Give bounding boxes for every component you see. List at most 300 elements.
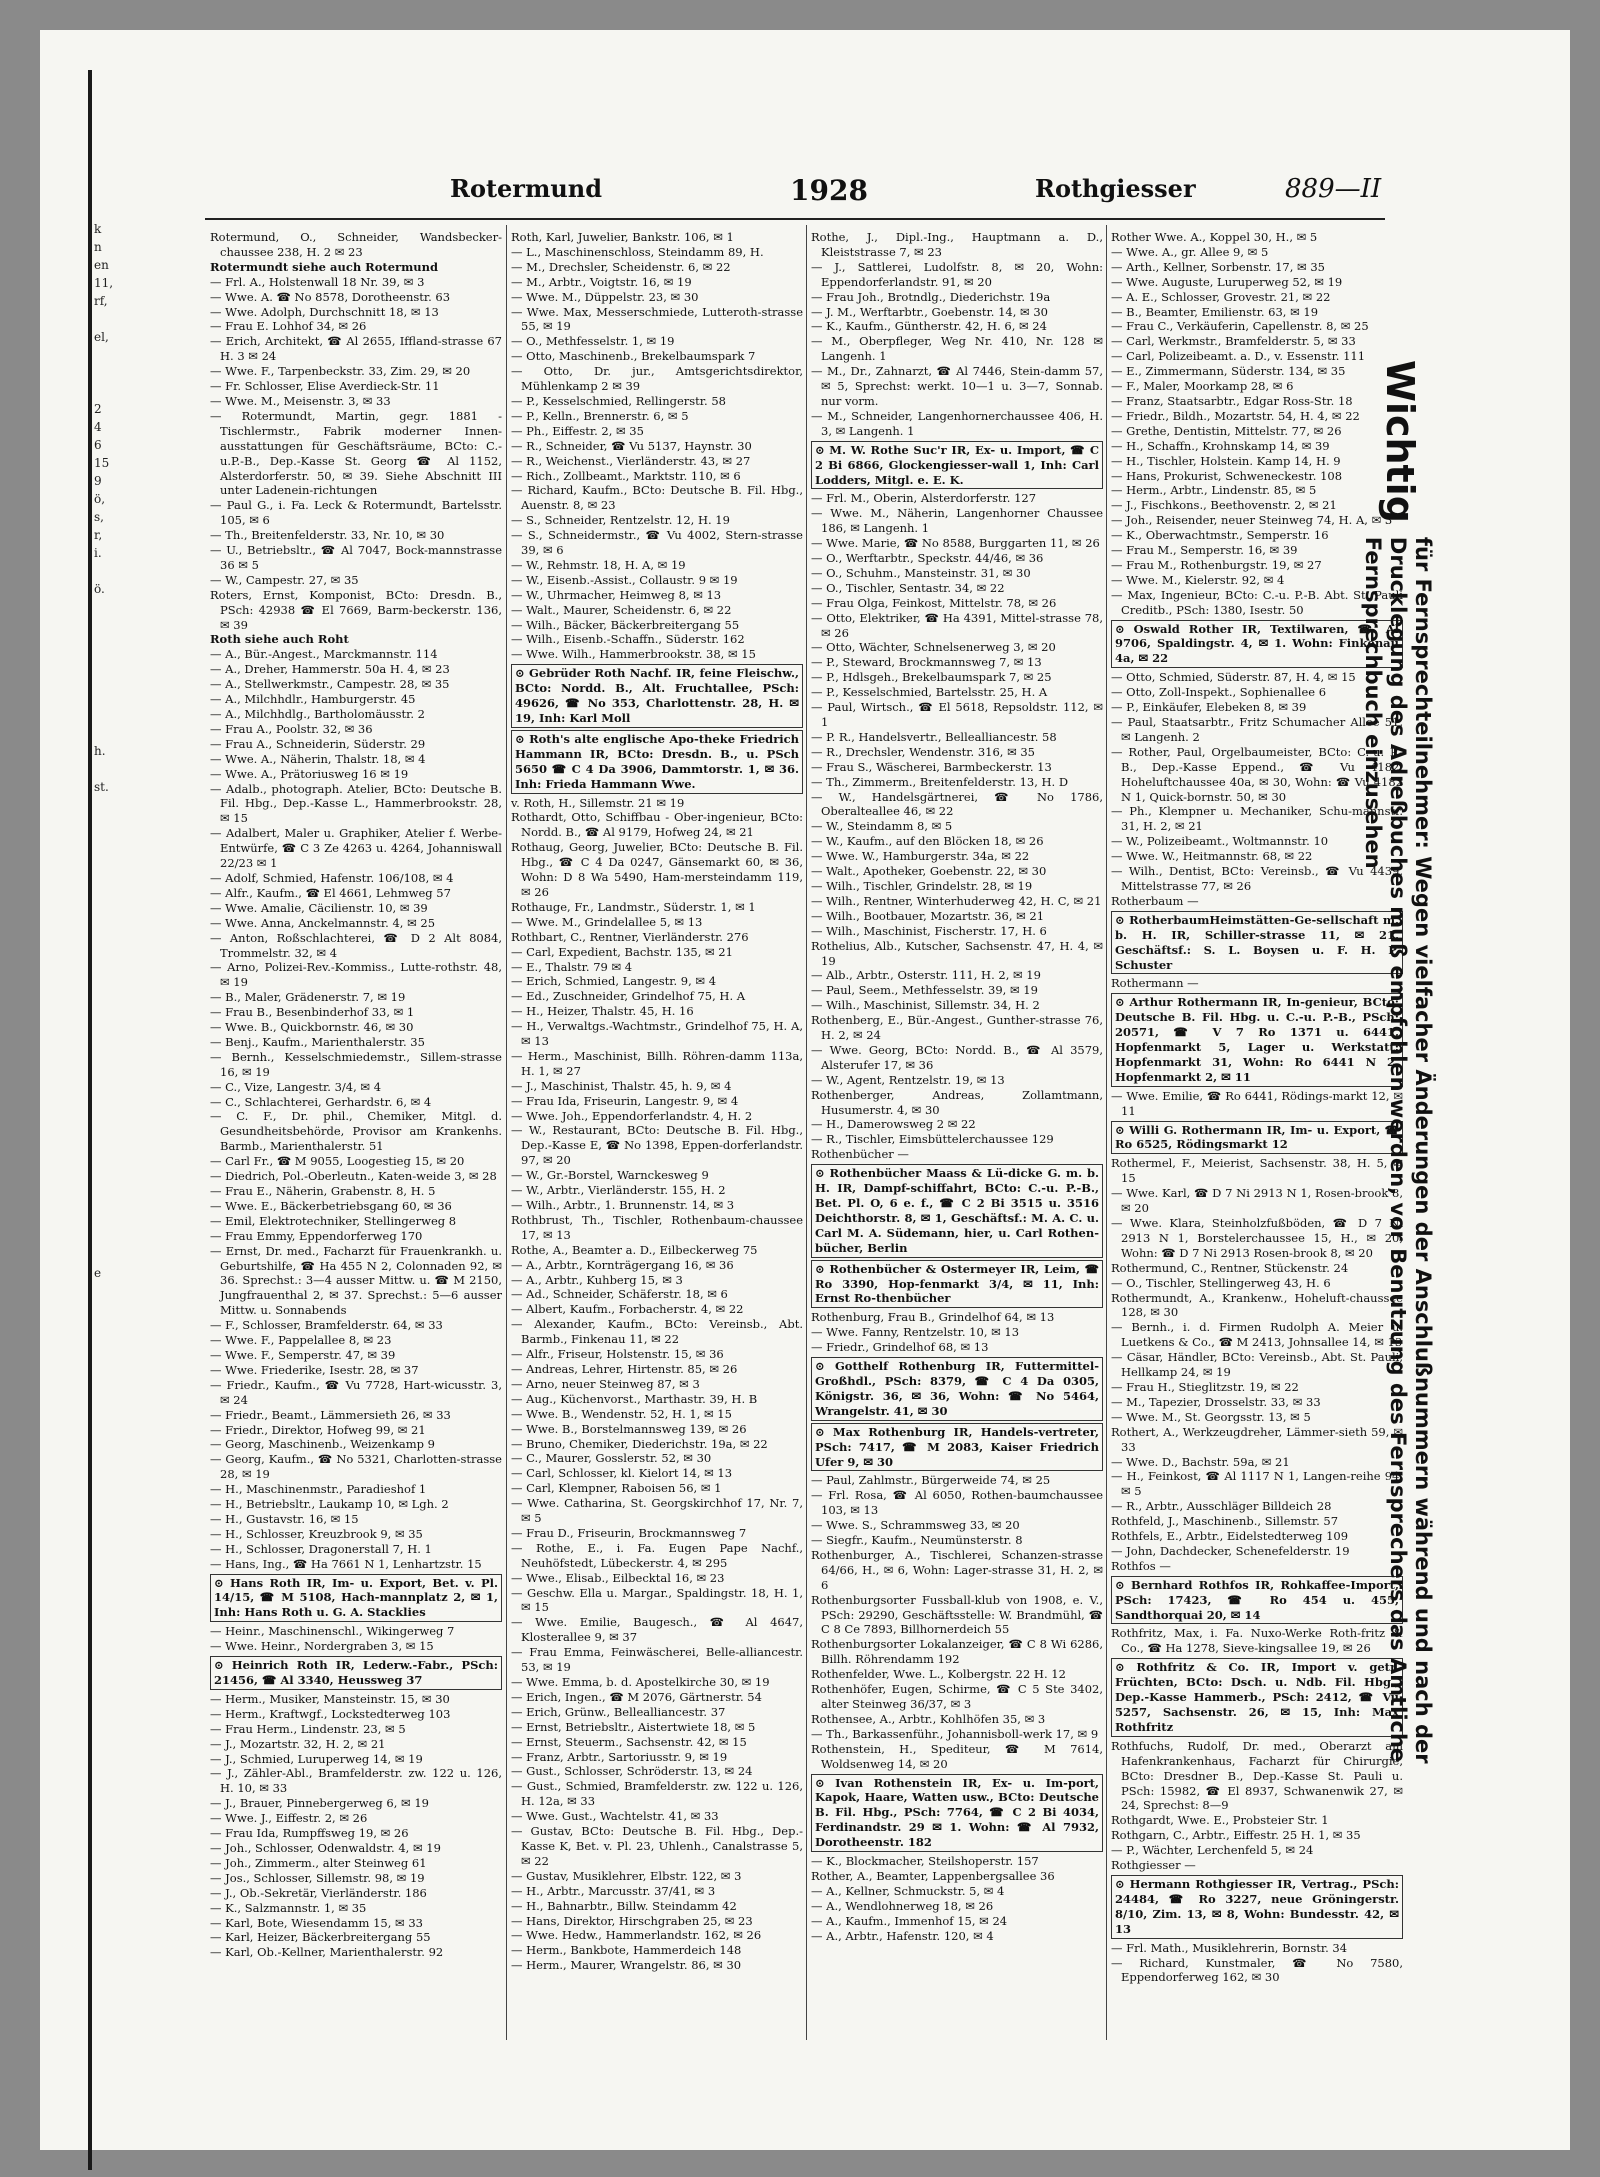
directory-entry: — Wilh., Maschinist, Sillemstr. 34, H. 2 (811, 998, 1040, 1013)
directory-entry: — Frau H., Stieglitzstr. 19, ✉ 22 (1111, 1379, 1299, 1394)
facing-page-fragment (94, 1570, 154, 1588)
directory-entry: Rothe, J., Dipl.-Ing., Hauptmann a. D., Kleiststrasse 7, ✉ 23 (811, 230, 1103, 259)
directory-entry: — H., Schlosser, Kreuzbrook 9, ✉ 35 (210, 1526, 423, 1541)
facing-page-fragment: 4 (94, 420, 102, 434)
header-rule (205, 218, 1385, 220)
directory-entry: — M., Schneider, Langenhornerchaussee 406, H. 3, ✉ Langenh. 1 (811, 408, 1103, 438)
directory-entry: — Joh., Zimmerm., alter Steinweg 61 (210, 1855, 427, 1870)
facing-page-fragment (94, 940, 154, 958)
directory-entry: — Joh., Schlosser, Odenwaldstr. 4, ✉ 19 (210, 1840, 441, 1855)
directory-entry: — H., Maschinenmstr., Paradieshof 1 (210, 1482, 427, 1497)
directory-entry: — Emil, Elektrotechniker, Stellingerweg 8 (210, 1213, 457, 1228)
directory-entry: — Aug., Küchenvorst., Marthastr. 39, H. B (511, 1391, 758, 1406)
directory-entry: — Paul, Wirtsch., ☎ El 5618, Repsoldstr. 112, ✉ 1 (811, 700, 1103, 729)
facing-page-fragment: st. (94, 780, 109, 794)
directory-entry: — P., Steward, Brockmannsweg 7, ✉ 13 (811, 655, 1042, 670)
facing-page-fragment (94, 868, 154, 886)
facing-page-fragment (94, 796, 154, 814)
directory-entry: — J., Zähler-Abl., Bramfelderstr. zw. 122 u. 126, H. 10, ✉ 33 (210, 1766, 502, 1796)
directory-entry: Rothenburgsorter Fussball-klub von 1908, e. V., PSch: 29290, Geschäftsstelle: W. Brandmühl, ☎ C 8 Ce 7893, Billhornerdeich 55 (811, 1592, 1103, 1637)
directory-entry: — P., Einkäufer, Elebeken 8, ✉ 39 (1111, 700, 1307, 715)
directory-entry: — Carl, Expedient, Bachstr. 135, ✉ 21 (511, 944, 733, 959)
directory-entry: — P. R., Handelsvertr., Bellealliancestr. 58 (811, 729, 1057, 744)
facing-page-fragment (94, 1444, 154, 1462)
facing-page-fragment (94, 1336, 154, 1354)
directory-entry: — Wwe. F., Pappelallee 8, ✉ 23 (210, 1333, 392, 1348)
directory-entry: — Wwe. E., Bäckerbetriebsgang 60, ✉ 36 (210, 1198, 452, 1213)
directory-entry: — Frau M., Rothenburgstr. 19, ✉ 27 (1111, 557, 1322, 572)
directory-entry: — Alfr., Friseur, Holstenstr. 15, ✉ 36 (511, 1347, 724, 1362)
directory-entry: — Herm., Kraftwgf., Lockstedterweg 103 (210, 1706, 451, 1721)
directory-entry: — E., Zimmermann, Süderstr. 134, ✉ 35 (1111, 364, 1346, 379)
directory-entry: — W., Steindamm 8, ✉ 5 (811, 819, 953, 834)
directory-entry: — R., Drechsler, Wendenstr. 316, ✉ 35 (811, 744, 1036, 759)
directory-entry: — John, Dachdecker, Schenefelderstr. 19 (1111, 1543, 1350, 1558)
directory-entry: — R., Schneider, ☎ Vu 5137, Haynstr. 30 (511, 438, 752, 453)
directory-entry: — Gustav, BCto: Deutsche B. Fil. Hbg., Dep.-Kasse K, Bet. v. Pl. 23, Uhlenh., Canalstrasse 5, ✉ 22 (511, 1824, 803, 1868)
directory-entry: — Friedr., Bildh., Mozartstr. 54, H. 4, ✉ 22 (1111, 408, 1360, 423)
facing-page-fragment (94, 1714, 154, 1732)
directory-entry: — C., Schlachterei, Gerhardstr. 6, ✉ 4 (210, 1094, 432, 1109)
directory-entry: — Siegfr., Kaufm., Neumünsterstr. 8 (811, 1533, 1023, 1548)
directory-entry: — K., Salzmannstr. 1, ✉ 35 (210, 1900, 367, 1915)
directory-entry: — Richard, Kunstmaler, ☎ No 7580, Eppendorferweg 162, ✉ 30 (1111, 1955, 1403, 1985)
directory-entry: — Diedrich, Pol.-Oberleutn., Katen-weide 3, ✉ 28 (210, 1169, 497, 1184)
facing-page-fragment (94, 1930, 154, 1948)
directory-entry: Rotherbaum — (1111, 893, 1199, 908)
directory-entry: — S., Schneidermstr., ☎ Vu 4002, Stern-strasse 39, ✉ 6 (511, 528, 803, 558)
directory-entry: — Herm., Maurer, Wrangelstr. 86, ✉ 30 (511, 1958, 742, 1973)
directory-entry: — Wilh., Bäcker, Bäckerbreitergang 55 (511, 617, 740, 632)
header-first-entry: Rotermund (450, 174, 603, 203)
directory-entry: ⊙ Hans Roth IR, Im- u. Export, Bet. v. Pl. 14/15, ☎ M 5108, Hach-mannplatz 2, ✉ 1, Inh: Hans Roth u. G. A. Stacklies (210, 1574, 502, 1623)
directory-entry: — Wwe. A., Näherin, Thalstr. 18, ✉ 4 (210, 751, 426, 766)
directory-entry: — C., Vize, Langestr. 3/4, ✉ 4 (210, 1079, 382, 1094)
directory-entry: — W., Arbtr., Vierländerstr. 155, H. 2 (511, 1183, 726, 1198)
directory-entry: Rothermel, F., Meierist, Sachsenstr. 38, H. 5, ✉ 15 (1111, 1156, 1403, 1186)
directory-entry: — M., Tapezier, Drosselstr. 33, ✉ 33 (1111, 1394, 1321, 1409)
directory-entry: — L., Maschinenschloss, Steindamm 89, H. (511, 244, 764, 259)
directory-entry: — Wilh., Maschinist, Fischerstr. 17, H. 6 (811, 923, 1047, 938)
directory-entry: — R., Tischler, Eimsbüttelerchaussee 129 (811, 1132, 1054, 1147)
directory-entry: Rothensee, A., Arbtr., Kohlhöfen 35, ✉ 3 (811, 1711, 1046, 1726)
header-last-entry: Rothgiesser (1035, 174, 1196, 203)
directory-entry: — J., Schmied, Luruperweg 14, ✉ 19 (210, 1751, 423, 1766)
directory-entry: — W., Rehmstr. 18, H. A, ✉ 19 (511, 557, 686, 572)
directory-entry: — Wwe. B., Quickbornstr. 46, ✉ 30 (210, 1020, 414, 1035)
directory-entry: — Arth., Kellner, Sorbenstr. 17, ✉ 35 (1111, 259, 1325, 274)
directory-entry: — Fr. Schlosser, Elise Averdieck-Str. 11 (210, 379, 440, 394)
directory-entry: — O., Schuhm., Mansteinstr. 31, ✉ 30 (811, 565, 1031, 580)
facing-page-fragment (94, 346, 154, 364)
directory-entry: — H., Tischler, Holstein. Kamp 14, H. 9 (1111, 453, 1341, 468)
directory-entry: — A., Arbtr., Kuhberg 15, ✉ 3 (511, 1272, 683, 1287)
directory-entry: — O., Werftarbtr., Speckstr. 44/46, ✉ 36 (811, 551, 1044, 566)
directory-entry: — Ernst, Steuerm., Sachsenstr. 42, ✉ 15 (511, 1734, 747, 1749)
facing-page-fragment (94, 1750, 154, 1768)
directory-entry: ⊙ Gebrüder Roth Nachf. IR, feine Fleischw., BCto: Nordd. B., Alt. Fruchtallee, PSch: 49626, ☎ No 353, Charlottenstr. 28, H. ✉ 19, Inh: Karl Moll (511, 664, 803, 728)
facing-page-fragment (94, 1876, 154, 1894)
directory-entry: — Wwe. F., Tarpenbeckstr. 33, Zim. 29, ✉ 20 (210, 364, 471, 379)
directory-entry: — Wilh., Bootbauer, Mozartstr. 36, ✉ 21 (811, 908, 1045, 923)
directory-entry: — Adolf, Schmied, Hafenstr. 106/108, ✉ 4 (210, 870, 454, 885)
directory-entry: — Wwe. S., Schrammsweg 33, ✉ 20 (811, 1518, 1020, 1533)
directory-entry: — K., Kaufm., Güntherstr. 42, H. 6, ✉ 24 (811, 319, 1047, 334)
directory-column-1 (210, 230, 502, 2035)
facing-page-fragment (94, 382, 154, 400)
directory-entry: — Wwe. Joh., Eppendorferlandstr. 4, H. 2 (511, 1108, 753, 1123)
directory-entry: — Wwe. W., Heitmannstr. 68, ✉ 22 (1111, 849, 1313, 864)
facing-page-fragment: h. (94, 744, 106, 758)
directory-entry: — W., Polizeibeamt., Woltmannstr. 10 (1111, 834, 1329, 849)
facing-page-fragment: 9 (94, 474, 102, 488)
directory-entry: — Frau Herm., Lindenstr. 23, ✉ 5 (210, 1721, 406, 1736)
directory-entry: — F., Schlosser, Bramfelderstr. 64, ✉ 33 (210, 1318, 443, 1333)
directory-entry: ⊙ Rothenbücher & Ostermeyer IR, Leim, ☎ Ro 3390, Hop-fenmarkt 3/4, ✉ 11, Inh: Ernst Ro-thenbücher (811, 1260, 1103, 1309)
facing-page-fragment (94, 652, 154, 670)
directory-entry: Rothfritz, Max, i. Fa. Nuxo-Werke Roth-fritz & Co., ☎ Ha 1278, Sieve-kingsallee 19, ✉ 26 (1111, 1626, 1403, 1656)
facing-page-fragment (94, 2038, 154, 2056)
directory-entry: — Wwe. Emilie, ☎ Ro 6441, Rödings-markt 12, ✉ 11 (1111, 1088, 1403, 1118)
directory-entry: — Rother, Paul, Orgelbaumeister, BCto: C.-u. P.-B., Dep.-Kasse Eppend., ☎ Vu 4182, Hoheluftchaussee 40a, ✉ 30, Wohn: ☎ Vu 4182 N 1, Quick-bornstr. 50, ✉ 30 (1111, 744, 1403, 804)
directory-entry: Rothenhöfer, Eugen, Schirme, ☎ C 5 Ste 3402, alter Steinweg 36/37, ✉ 3 (811, 1682, 1103, 1711)
directory-entry: — Arno, Polizei-Rev.-Kommiss., Lutte-rothstr. 48, ✉ 19 (210, 960, 502, 990)
directory-entry: — Herm., Bankbote, Hammerdeich 148 (511, 1943, 742, 1958)
directory-entry: — Wwe. Emilie, Baugesch., ☎ Al 4647, Klosterallee 9, ✉ 37 (511, 1615, 803, 1645)
directory-entry: Rothenburg, Frau B., Grindelhof 64, ✉ 13 (811, 1310, 1055, 1325)
page-header (205, 170, 1405, 210)
directory-entry: Rothermann — (1111, 976, 1199, 991)
page-number: 889—II (1285, 174, 1382, 204)
directory-entry: — Wwe. M., Näherin, Langenhorner Chaussee 186, ✉ Langenh. 1 (811, 506, 1103, 536)
facing-page-fragment: s, (94, 510, 104, 524)
directory-entry: — Wwe. Emma, b. d. Apostelkirche 30, ✉ 19 (511, 1675, 770, 1689)
directory-entry: ⊙ Heinrich Roth IR, Lederw.-Fabr., PSch: 21456, ☎ Al 3340, Heussweg 37 (210, 1656, 502, 1690)
directory-entry: — M., Arbtr., Voigtstr. 16, ✉ 19 (511, 274, 692, 289)
directory-entry: — Paul, Zahlmstr., Bürgerweide 74, ✉ 25 (811, 1473, 1051, 1488)
directory-entry: — Wilh., Eisenb.-Schaffn., Süderstr. 162 (511, 632, 745, 647)
facing-page-fragment (94, 2002, 154, 2020)
directory-entry: — Paul, Staatsarbtr., Fritz Schumacher Allee 51, ✉ Langenh. 2 (1111, 715, 1403, 744)
directory-entry: — Wwe. D., Bachstr. 59a, ✉ 21 (1111, 1454, 1290, 1469)
facing-page-fragment (94, 1768, 154, 1786)
facing-page-fragment: ö, (94, 492, 106, 506)
facing-page-fragment (94, 724, 154, 742)
directory-entry: — Wwe. Friederike, Isestr. 28, ✉ 37 (210, 1362, 419, 1377)
directory-entry: — J., Ob.-Sekretär, Vierländerstr. 186 (210, 1885, 427, 1900)
directory-entry: — O., Tischler, Stellingerweg 43, H. 6 (1111, 1275, 1331, 1290)
directory-entry: — W., Kaufm., auf den Blöcken 18, ✉ 26 (811, 834, 1044, 849)
directory-entry: — Otto, Schmied, Süderstr. 87, H. 4, ✉ 15 (1111, 670, 1356, 685)
directory-entry: — B., Maler, Grädenerstr. 7, ✉ 19 (210, 990, 406, 1005)
directory-entry: — E., Thalstr. 79 ✉ 4 (511, 959, 633, 974)
directory-entry: — Wwe. F., Semperstr. 47, ✉ 39 (210, 1347, 396, 1362)
facing-page-fragment (94, 616, 154, 634)
directory-entry: — Walt., Maurer, Scheidenstr. 6, ✉ 22 (511, 602, 732, 617)
directory-entry: — Albert, Kaufm., Forbacherstr. 4, ✉ 22 (511, 1302, 744, 1317)
directory-entry: — Paul G., i. Fa. Leck & Rotermundt, Bartelsstr. 105, ✉ 6 (210, 498, 502, 528)
directory-entry: — Paul, Seem., Methfesselstr. 39, ✉ 19 (811, 983, 1038, 998)
directory-entry: Rothbrust, Th., Tischler, Rothenbaum-chaussee 17, ✉ 13 (511, 1212, 803, 1242)
facing-page-fragment (94, 1966, 154, 1984)
directory-entry: — Geschw. Ella u. Margar., Spaldingstr. 18, H. 1, ✉ 15 (511, 1585, 803, 1615)
directory-entry: Rother Wwe. A., Koppel 30, H., ✉ 5 (1111, 230, 1318, 244)
directory-entry: — Wwe. Wilh., Hammerbrookstr. 38, ✉ 15 (511, 647, 756, 662)
directory-entry: — Franz, Staatsarbtr., Edgar Ross-Str. 18 (1111, 393, 1353, 408)
facing-page-fragment (94, 1246, 154, 1264)
facing-page-fragment (94, 2074, 154, 2092)
directory-entry: — Hans, Direktor, Hirschgraben 25, ✉ 23 (511, 1913, 753, 1928)
directory-entry: — Ed., Zuschneider, Grindelhof 75, H. A (511, 989, 746, 1004)
facing-page-fragment (94, 1192, 154, 1210)
facing-page-fragment (94, 994, 154, 1012)
facing-page-fragment (94, 1552, 154, 1570)
facing-page-fragment (94, 760, 154, 778)
facing-page-fragment (94, 1642, 154, 1660)
directory-entry: — Erich, Schmied, Langestr. 9, ✉ 4 (511, 974, 717, 989)
directory-entry: — Rothe, E., i. Fa. Eugen Pape Nachf., Neuhöfstedt, Lübeckerstr. 4, ✉ 295 (511, 1540, 803, 1570)
directory-entry: — Erich, Grünw., Bellealliancestr. 37 (511, 1704, 726, 1719)
directory-entry: — Frau M., Semperstr. 16, ✉ 39 (1111, 543, 1298, 558)
directory-entry: — Wwe. M., Grindelallee 5, ✉ 13 (511, 914, 703, 929)
directory-entry: — Georg, Maschinenb., Weizenkamp 9 (210, 1437, 435, 1452)
facing-page-fragment (94, 1048, 154, 1066)
facing-page-fragment (94, 1120, 154, 1138)
directory-entry: — K., Oberwachtmstr., Semperstr. 16 (1111, 528, 1329, 543)
directory-entry: ⊙ Rothenbücher Maass & Lü-dicke G. m. b. H. IR, Dampf-schiffahrt, BCto: C.-u. P.-B., Bet. Pl. O, 6 e. f., ☎ C 2 Bi 3515 u. 3516 Deichthorstr. 8, ✉ 1, Geschäftsf.: M. A. C. u. Carl M. A. Südemann, hier, u. Carl Rothen-bücher, Berlin (811, 1164, 1103, 1257)
directory-entry: ⊙ Gotthelf Rothenburg IR, Futtermittel-Großhdl., PSch: 8379, ☎ C 4 Da 0305, Königstr. 36, ✉ 36, Wohn: ☎ No 5464, Wrangelstr. 41, ✉ 30 (811, 1357, 1103, 1421)
directory-entry: — Gust., Schlosser, Schröderstr. 13, ✉ 24 (511, 1764, 753, 1779)
facing-page-fragment (94, 2056, 154, 2074)
directory-entry: — Wwe. Marie, ☎ No 8588, Burggarten 11, ✉ 26 (811, 536, 1100, 551)
directory-entry: — Frau S., Wäscherei, Barmbeckerstr. 13 (811, 759, 1052, 774)
directory-entry: — A., Kellner, Schmuckstr. 5, ✉ 4 (811, 1883, 1005, 1898)
directory-entry: Rothauge, Fr., Landmstr., Süderstr. 1, ✉ 1 (511, 899, 756, 914)
directory-entry: Rothenburger, A., Tischlerei, Schanzen-strasse 64/66, H., ✉ 6, Wohn: Lager-strasse 31, H. 2, ✉ 6 (811, 1547, 1103, 1592)
facing-page-fragment (94, 2092, 154, 2100)
directory-entry: — Karl, Heizer, Bäckerbreitergang 55 (210, 1930, 431, 1945)
directory-entry: Roth, Karl, Juwelier, Bankstr. 106, ✉ 1 (511, 230, 734, 244)
facing-page-fragment (94, 1840, 154, 1858)
directory-entry: — Georg, Kaufm., ☎ No 5321, Charlotten-strasse 28, ✉ 19 (210, 1452, 502, 1482)
facing-page-fragment (94, 1732, 154, 1750)
directory-entry: — J. M., Werftarbtr., Goebenstr. 14, ✉ 30 (811, 304, 1048, 319)
directory-entry: Rothenberger, Andreas, Zollamtmann, Husumerstr. 4, ✉ 30 (811, 1087, 1103, 1117)
directory-entry: — Friedr., Beamt., Lämmersieth 26, ✉ 33 (210, 1407, 451, 1422)
facing-page-fragment: rf, (94, 294, 108, 308)
directory-entry: — P., Hdlsgeh., Brekelbaumspark 7, ✉ 25 (811, 670, 1052, 685)
facing-page-fragment (94, 688, 154, 706)
facing-page-fragment (94, 1354, 154, 1372)
directory-entry: — Frau E. Lohhof 34, ✉ 26 (210, 319, 367, 334)
facing-page-fragment: el, (94, 330, 109, 344)
directory-entry: — Wwe. Karl, ☎ D 7 Ni 2913 N 1, Rosen-brook 8, ✉ 20 (1111, 1186, 1403, 1216)
facing-page-fragment: r, (94, 528, 103, 542)
directory-entry: — Otto, Dr. jur., Amtsgerichtsdirektor, Mühlenkamp 2 ✉ 39 (511, 364, 803, 394)
facing-page-fragment (94, 634, 154, 652)
side-notice-text: für Fernsprechteilnehmer: Wegen vielfacher Änderungen der Anschlußnummern während und nach der Drucklegung des Adreßbuches muß empfohlen werden, vor Benutzung des Fernsprechers das Amtliche Fernsprechbuch einzusehen (1361, 536, 1435, 1764)
facing-page-fragment: en (94, 258, 109, 272)
directory-column-3 (811, 230, 1103, 2035)
facing-page-fragment (94, 1894, 154, 1912)
facing-page-fragment (94, 1678, 154, 1696)
facing-page-fragment: 6 (94, 438, 102, 452)
directory-entry: — W., Campestr. 27, ✉ 35 (210, 572, 359, 587)
facing-page-fragment: 11, (94, 276, 114, 290)
column-divider (1106, 225, 1107, 2040)
directory-entry: — Wwe. Catharina, St. Georgskirchhof 17, Nr. 7, ✉ 5 (511, 1496, 803, 1526)
directory-entry: — H., Gustavstr. 16, ✉ 15 (210, 1511, 359, 1526)
directory-entry: — A., Dreher, Hammerstr. 50a H. 4, ✉ 23 (210, 662, 450, 677)
directory-entry: v. Roth, H., Sillemstr. 21 ✉ 19 (511, 795, 685, 810)
directory-entry: — Wwe. M., Kielerstr. 92, ✉ 4 (1111, 572, 1285, 587)
column-divider (506, 225, 507, 2040)
directory-entry: Rotermundt siehe auch Rotermund (210, 259, 439, 274)
directory-entry: — Frl. Math., Musiklehrerin, Bornstr. 34 (1111, 1940, 1348, 1955)
directory-entry: — H., Betriebsltr., Laukamp 10, ✉ Lgh. 2 (210, 1497, 449, 1512)
directory-entry: ⊙ Hermann Rothgiesser IR, Vertrag., PSch: 24484, ☎ Ro 3227, neue Gröningerstr. 8/10, Zim. 13, ✉ 8, Wohn: Bundesstr. 42, ✉ 13 (1111, 1875, 1403, 1939)
directory-entry: — J., Maschinist, Thalstr. 45, h. 9, ✉ 4 (511, 1078, 732, 1093)
directory-entry: — Cäsar, Händler, BCto: Vereinsb., Abt. St. Pauli, Hellkamp 24, ✉ 19 (1111, 1350, 1403, 1380)
previous-page-edge (94, 220, 154, 2100)
directory-entry: Rothardt, Otto, Schiffbau - Ober-ingenieur, BCto: Nordd. B., ☎ Al 9179, Hofweg 24, ✉ 21 (511, 810, 803, 840)
book-spine (88, 70, 92, 2170)
directory-entry: — Wwe. M., Düppelstr. 23, ✉ 30 (511, 289, 699, 304)
facing-page-fragment (94, 1984, 154, 2002)
facing-page-fragment (94, 1426, 154, 1444)
directory-entry: Rothermundt, A., Krankenw., Hoheluft-chaussee 128, ✉ 30 (1111, 1290, 1403, 1320)
directory-entry: — Frau Emma, Feinwäscherei, Belle-alliancestr. 53, ✉ 19 (511, 1645, 803, 1675)
directory-entry: Rothenstein, H., Spediteur, ☎ M 7614, Woldsenweg 14, ✉ 20 (811, 1741, 1103, 1771)
directory-entry: — Heinr., Maschinenschl., Wikingerweg 7 (210, 1624, 455, 1639)
directory-entry: — P., Kesselschmied, Bartelsstr. 25, H. A (811, 685, 1048, 700)
directory-entry: — W., Uhrmacher, Heimweg 8, ✉ 13 (511, 587, 722, 602)
directory-entry: Rothfos — (1111, 1558, 1171, 1573)
directory-entry: — Wwe. B., Wendenstr. 52, H. 1, ✉ 15 (511, 1406, 732, 1421)
directory-entry: — Wwe. Fanny, Rentzelstr. 10, ✉ 13 (811, 1325, 1020, 1340)
directory-entry: — Wwe. Hedw., Hammerlandstr. 162, ✉ 26 (511, 1928, 762, 1943)
directory-entry: — Wwe. Anna, Anckelmannstr. 4, ✉ 25 (210, 915, 436, 930)
directory-entry: — A., Milchhdlg., Bartholomäusstr. 2 (210, 707, 425, 721)
directory-entry: — Otto, Maschinenb., Brekelbaumspark 7 (511, 349, 756, 364)
facing-page-fragment: k (94, 222, 102, 236)
facing-page-fragment (94, 1408, 154, 1426)
facing-page-fragment (94, 1660, 154, 1678)
facing-page-fragment (94, 1030, 154, 1048)
directory-entry: — Carl, Klempner, Raboisen 56, ✉ 1 (511, 1481, 722, 1496)
facing-page-fragment: e (94, 1266, 102, 1280)
directory-entry: Rothermund, C., Rentner, Stückenstr. 24 (1111, 1260, 1349, 1275)
directory-entry: ⊙ RotherbaumHeimstätten-Ge-sellschaft m. b. H. IR, Schiller-strasse 11, ✉ 21, Geschäftsf.: S. L. Boysen u. F. H. P. Schuster (1111, 911, 1403, 975)
directory-page (40, 30, 1570, 2150)
directory-entry: — Wwe. Auguste, Luruperweg 52, ✉ 19 (1111, 274, 1343, 289)
facing-page-fragment (94, 1084, 154, 1102)
directory-entry: — F., Maler, Moorkamp 28, ✉ 6 (1111, 379, 1294, 394)
directory-entry: — K., Blockmacher, Steilshoperstr. 157 (811, 1854, 1039, 1869)
directory-entry: ⊙ Rothfritz & Co. IR, Import v. getr. Früchten, BCto: Dsch. u. Ndb. Fil. Hbg., Dep.-Kasse Hammerb., PSch: 2412, ☎ Vu 5257, Sachsenstr. 26, ✉ 15, Inh: Max Rothfritz (1111, 1658, 1403, 1737)
facing-page-fragment (94, 364, 154, 382)
facing-page-fragment (94, 1372, 154, 1390)
directory-entry: — Bruno, Chemiker, Diederichstr. 19a, ✉ 22 (511, 1436, 768, 1451)
directory-entry: — Carl Fr., ☎ M 9055, Loogestieg 15, ✉ 20 (210, 1154, 465, 1169)
facing-page-fragment (94, 958, 154, 976)
directory-entry: Rothfuchs, Rudolf, Dr. med., Oberarzt am Hafenkrankenhaus, Facharzt für Chirurgie, BCto: Dresdner B., Dep.-Kasse St. Pauli u. PSch: 15982, ☎ El 8937, Schwanenwik 27, ✉ 24, Sprechst: 8—9 (1111, 1738, 1403, 1813)
directory-entry: — Erich, Architekt, ☎ Al 2655, Iffland-strasse 67 H. 3 ✉ 24 (210, 334, 502, 364)
directory-entry: ⊙ Willi G. Rothermann IR, Im- u. Export, ☎ Ro 6525, Rödingsmarkt 12 (1111, 1121, 1403, 1155)
directory-entry: — Wwe., Elisab., Eilbecktal 16, ✉ 23 (511, 1570, 725, 1585)
directory-entry: — Anton, Roßschlachterei, ☎ D 2 Alt 8084, Trommelstr. 32, ✉ 4 (210, 930, 502, 960)
directory-entry: — Wwe. Gust., Wachtelstr. 41, ✉ 33 (511, 1809, 719, 1824)
directory-entry: — W., Agent, Rentzelstr. 19, ✉ 13 (811, 1072, 1005, 1087)
directory-entry: — A., Kaufm., Immenhof 15, ✉ 24 (811, 1913, 1008, 1928)
directory-entry: — Wwe. Klara, Steinholzfußböden, ☎ D 7 Ni 2913 N 1, Borstelerchaussee 15, H., ✉ 20, Wohn: ☎ D 7 Ni 2913 Rosen-brook 8, ✉ 20 (1111, 1216, 1403, 1260)
facing-page-fragment (94, 598, 154, 616)
directory-entry: — Ad., Schneider, Schäferstr. 18, ✉ 6 (511, 1287, 728, 1302)
directory-entry: Rothenberg, E., Bür.-Angest., Gunther-strasse 76, H. 2, ✉ 24 (811, 1013, 1103, 1043)
directory-entry: Rothgarn, C., Arbtr., Eiffestr. 25 H. 1, ✉ 35 (1111, 1828, 1361, 1843)
directory-entry: — Wwe. Georg, BCto: Nordd. B., ☎ Al 3579, Alsterufer 17, ✉ 36 (811, 1042, 1103, 1072)
directory-entry: — Carl, Schlosser, kl. Kielort 14, ✉ 13 (511, 1466, 733, 1481)
directory-entry: — A., Stellwerkmstr., Campestr. 28, ✉ 35 (210, 677, 450, 692)
facing-page-fragment (94, 2020, 154, 2038)
directory-entry: — Alexander, Kaufm., BCto: Vereinsb., Abt. Barmb., Finkenau 11, ✉ 22 (511, 1317, 803, 1347)
directory-entry: Rothe, A., Beamter a. D., Eilbeckerweg 75 (511, 1242, 758, 1257)
directory-entry: — Frau B., Besenbinderhof 33, ✉ 1 (210, 1005, 415, 1020)
directory-entry: — Wwe. A. ☎ No 8578, Dorotheenstr. 63 (210, 289, 451, 304)
facing-page-fragment (94, 706, 154, 724)
directory-entry: — Carl, Polizeibeamt. a. D., v. Essenstr. 111 (1111, 349, 1366, 364)
directory-entry: — H., Arbtr., Marcusstr. 37/41, ✉ 3 (511, 1883, 716, 1898)
facing-page-fragment (94, 1516, 154, 1534)
directory-entry: Rothert, A., Werkzeugdreher, Lämmer-sieth 59, ✉ 33 (1111, 1424, 1403, 1454)
facing-page-fragment (94, 922, 154, 940)
facing-page-fragment: n (94, 240, 102, 254)
facing-page-fragment (94, 562, 154, 580)
directory-entry: — H., Damerowsweg 2 ✉ 22 (811, 1117, 976, 1132)
facing-page-fragment (94, 850, 154, 868)
directory-entry: — A., Arbtr., Hafenstr. 120, ✉ 4 (811, 1928, 994, 1943)
directory-entry: ⊙ Max Rothenburg IR, Handels-vertreter, PSch: 7417, ☎ M 2083, Kaiser Friedrich Ufer 9, ✉ 30 (811, 1423, 1103, 1472)
facing-page-fragment (94, 1390, 154, 1408)
directory-entry: — Frau Olga, Feinkost, Mittelstr. 78, ✉ 26 (811, 595, 1057, 610)
directory-entry: — H., Verwaltgs.-Wachtmstr., Grindelhof 75, H. A, ✉ 13 (511, 1019, 803, 1049)
facing-page-fragment (94, 1858, 154, 1876)
directory-entry: — Karl, Bote, Wiesendamm 15, ✉ 33 (210, 1915, 423, 1930)
directory-entry: — Th., Zimmerm., Breitenfelderstr. 13, H. D (811, 774, 1069, 789)
directory-entry: ⊙ Bernhard Rothfos IR, Rohkaffee-Import, PSch: 17423, ☎ Ro 454 u. 455, Sandthorquai 20, ✉ 14 (1111, 1576, 1403, 1625)
directory-entry: ⊙ Oswald Rother IR, Textilwaren, ☎ Al 9706, Spaldingstr. 4, ✉ 1. Wohn: Finkenau 4a, ✉ 22 (1111, 620, 1403, 669)
directory-entry: — P., Kesselschmied, Rellingerstr. 58 (511, 393, 726, 408)
directory-entry: — Ernst, Dr. med., Facharzt für Frauenkrankh. u. Geburtshilfe, ☎ Ha 455 N 2, Colonnaden 92, ✉ 36. Sprechst.: 3—4 ausser Mittw. u. ☎ M 2150, Jungfrauenthal 2, ✉ 37. Sprechst.: 5—6 ausser Mittw. u. Sonnabends (210, 1243, 502, 1318)
header-year: 1928 (790, 174, 868, 207)
directory-entry: ⊙ M. W. Rothe Suc'r IR, Ex- u. Import, ☎ C 2 Bi 6866, Glockengiesser-wall 1, Inh: Carl Lodders, Mitgl. e. E. K. (811, 441, 1103, 490)
directory-entry: — Wwe. M., Meisenstr. 3, ✉ 33 (210, 393, 391, 408)
directory-entry: — Frau Ida, Friseurin, Langestr. 9, ✉ 4 (511, 1093, 739, 1108)
directory-entry: — Andreas, Lehrer, Hirtenstr. 85, ✉ 26 (511, 1361, 738, 1376)
directory-entry: — Bernh., Kesselschmiedemstr., Sillem-strasse 16, ✉ 19 (210, 1049, 502, 1079)
directory-entry: — Frau D., Friseurin, Brockmannsweg 7 (511, 1525, 747, 1540)
directory-entry: — M., Oberpfleger, Weg Nr. 410, Nr. 128 ✉ Langenh. 1 (811, 334, 1103, 364)
directory-entry: — Adalbert, Maler u. Graphiker, Atelier f. Werbe-Entwürfe, ☎ C 3 Ze 4263 u. 4264, Johanniswall 22/23 ✉ 1 (210, 826, 502, 871)
directory-entry: — A., Bür.-Angest., Marckmannstr. 114 (210, 647, 438, 662)
directory-entry: — P., Wächter, Lerchenfeld 5, ✉ 24 (1111, 1843, 1314, 1858)
directory-entry: — Carl, Werkmstr., Bramfelderstr. 5, ✉ 33 (1111, 334, 1356, 349)
directory-entry: — Wwe. J., Eiffestr. 2, ✉ 26 (210, 1811, 368, 1826)
facing-page-fragment (94, 1912, 154, 1930)
directory-entry: — Wwe. A., gr. Allee 9, ✉ 5 (1111, 244, 1269, 259)
directory-entry: — Richard, Kaufm., BCto: Deutsche B. Fil. Hbg., Auenstr. 8, ✉ 23 (511, 483, 803, 513)
facing-page-fragment: 2 (94, 402, 102, 416)
